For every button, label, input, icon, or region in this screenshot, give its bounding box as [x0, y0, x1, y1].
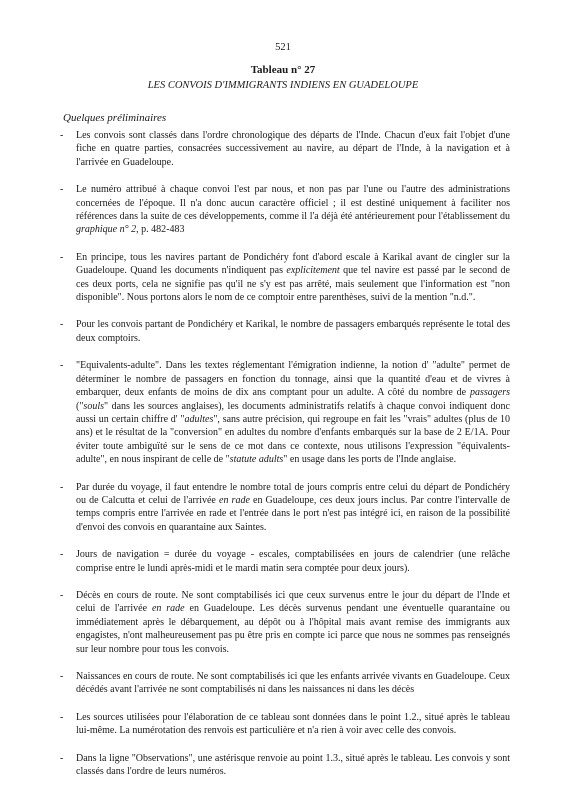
item-text — [76, 753, 510, 777]
preliminary-item — [60, 589, 510, 656]
bullet-dash: - — [60, 752, 64, 764]
item-text — [76, 360, 510, 465]
bullet-dash: - — [60, 251, 64, 263]
page-number: 521 — [275, 42, 291, 53]
bullet-dash: - — [60, 130, 64, 141]
text-run: en Guadeloupe. Les décès survenus pendant une éventuelle quarantaine ou immédiatement après le débarquement, au dépôt ou à l'hôpital mais avant remise des immigrants aux engagistes, n'ont malheureusement pas pu être pris en compte ici parce que nous ne sommes pas renseignés sur leur nombre pour tous les convois. — [76, 603, 510, 655]
text-run: Pour les convois partant de Pondichéry et Karikal, le nombre de passagers embarqués représente le total des deux comptoirs. — [76, 319, 510, 344]
italic-text-run: passagers — [469, 387, 510, 399]
item-text — [76, 319, 510, 343]
preliminary-item — [60, 183, 510, 237]
text-run: Les sources utilisées pour l'élaboration de ce tableau sont données dans le point 1.2., situé après le tableau lui-même. La numérotation des renvois est particulière et n'a rien à voir avec celle des convois. — [76, 711, 510, 737]
item-text — [76, 482, 510, 533]
bullet-dash: - — [60, 549, 64, 561]
preliminary-item — [60, 481, 510, 535]
preliminary-item — [60, 548, 510, 575]
text-run: (" — [76, 400, 84, 412]
text-run: En principe, tous les navires partant de Pondichéry font d'abord escale à Karikal avant de cingler sur la Guadeloupe. Quand les documents n'indiquent pas — [76, 251, 510, 277]
italic-text-run: explicitement — [286, 265, 340, 277]
text-run: , p. 482-483 — [136, 224, 185, 236]
italic-text-run: adultes — [184, 413, 214, 425]
preliminary-item — [60, 251, 510, 305]
text-run: Jours de navigation = durée du voyage - escales, comptabilisées en jours de calendrier (une relâche comprise entre le lundi après-midi et le mardi matin sera comptée pour deux jours). — [76, 549, 510, 574]
italic-text-run: en rade — [151, 603, 185, 615]
table-subtitle: LES CONVOIS D'IMMIGRANTS INDIENS EN GUADELOUPE — [147, 80, 419, 91]
item-text — [76, 130, 510, 168]
bullet-dash: - — [60, 671, 64, 682]
text-run: Les convois sont classés dans l'ordre chronologique des départs de l'Inde. Chacun d'eux fait l'objet d'une fiche en quatre parties, consacrées successivement au navire, au départ de l'Inde, à la navigation et à l'arrivée en Guadeloupe. — [76, 130, 510, 168]
item-text — [76, 184, 510, 235]
preliminary-item — [60, 670, 510, 697]
text-run: Le numéro attribué à chaque convoi l'est par nous, et non pas par l'une ou l'autre des administrations concernées de l'époque. Il n'a donc aucun caractère officiel ; il est destiné uniquement à faciliter nos références dans la suite de ces développements, comme il l'a déjà été antérieurement pour l'établissement du — [76, 184, 510, 223]
italic-text-run: graphique n° 2 — [76, 224, 137, 236]
italic-text-run: en rade — [219, 494, 250, 506]
text-run: Naissances en cours de route. Ne sont comptabilisés ici que les enfants arrivée vivants en Guadeloupe. Ceux décédés avant l'arrivée ne sont comptabilisés ni dans les naissances ni dans les décès — [76, 671, 510, 696]
bullet-dash: - — [60, 711, 64, 723]
item-text — [76, 671, 510, 695]
italic-text-run: statute adults — [229, 454, 284, 466]
item-text — [76, 590, 510, 655]
preliminary-item — [60, 359, 510, 466]
item-text — [76, 712, 510, 736]
text-run: en Guadeloupe, ces deux jours inclus. Par contre l'intervalle de temps compris entre l'arrivée en rade et l'entrée dans le port n'est pas intégré ici, en raison de la possibilité d'envoi des convois en quarantaine aux Saintes. — [76, 494, 510, 533]
bullet-dash: - — [60, 360, 64, 372]
bullet-dash: - — [60, 481, 64, 493]
text-run: "Equivalents-adulte". Dans les textes réglementant l'émigration indienne, la notion d' "adulte" permet de déterminer le nombre de passagers en fonction du tonnage, ainsi que la quantité d'eau et de vivres à embarquer, deux enfants de moins de dix ans comptant pour un adulte. A côté du nombre de — [76, 360, 510, 399]
preliminary-item — [60, 129, 510, 169]
bullet-dash: - — [60, 589, 64, 601]
item-text — [76, 549, 510, 573]
preliminary-item — [60, 711, 510, 738]
preliminary-item — [60, 318, 510, 345]
section-heading: Quelques préliminaires — [63, 112, 167, 124]
table-title: Tableau n° 27 — [250, 64, 316, 76]
bullet-dash: - — [60, 184, 64, 196]
text-run: Dans la ligne "Observations", une astérisque renvoie au point 1.3., situé après le tableau. Les convois y sont classés dans l'ordre de leurs numéros. — [76, 752, 510, 778]
text-run: Par durée du voyage, il faut entendre le nombre total de jours compris entre celui du départ de Pondichéry ou de Calcutta et celui de l'arrivée — [76, 481, 510, 506]
text-run: que tel navire est passé par le second de ces deux ports, cela ne signifie pas qu'il ne s'y est pas arrêté, mais seulement que l'information est "non disponible". Nous portons alors le nom de ce comptoir entre parenthèses, suivi de la mention "n.d.". — [76, 265, 510, 304]
item-text — [76, 252, 510, 303]
bullet-dash: - — [60, 319, 64, 331]
text-run: Décès en cours de route. Ne sont comptabilisés ici que ceux survenus entre le jour du départ de l'Inde et celui de l'arrivée — [76, 589, 510, 615]
text-run: " dans les sources anglaises), les documents administratifs relatifs à chaque convoi indiquent donc aussi un certain chiffre d' " — [76, 400, 510, 425]
text-run: " en usage dans les ports de l'Inde anglaise. — [283, 454, 457, 466]
preliminary-item — [60, 752, 510, 779]
preliminaries-list — [60, 129, 510, 792]
text-run: ", sans autre précision, qui regroupe en fait les "vrais" adultes (plus de 10 ans) et le résultat de la "conversion" en adultes du nombre d'enfants embarqués sur la base de 2 E/1A. Pour éviter toute ambiguïté sur le sens de ce mot dans ce contexte, nous utilisons l'expression "équivalents-adulte", en nous inspirant de celle de " — [76, 413, 510, 466]
italic-text-run: souls — [83, 400, 104, 412]
